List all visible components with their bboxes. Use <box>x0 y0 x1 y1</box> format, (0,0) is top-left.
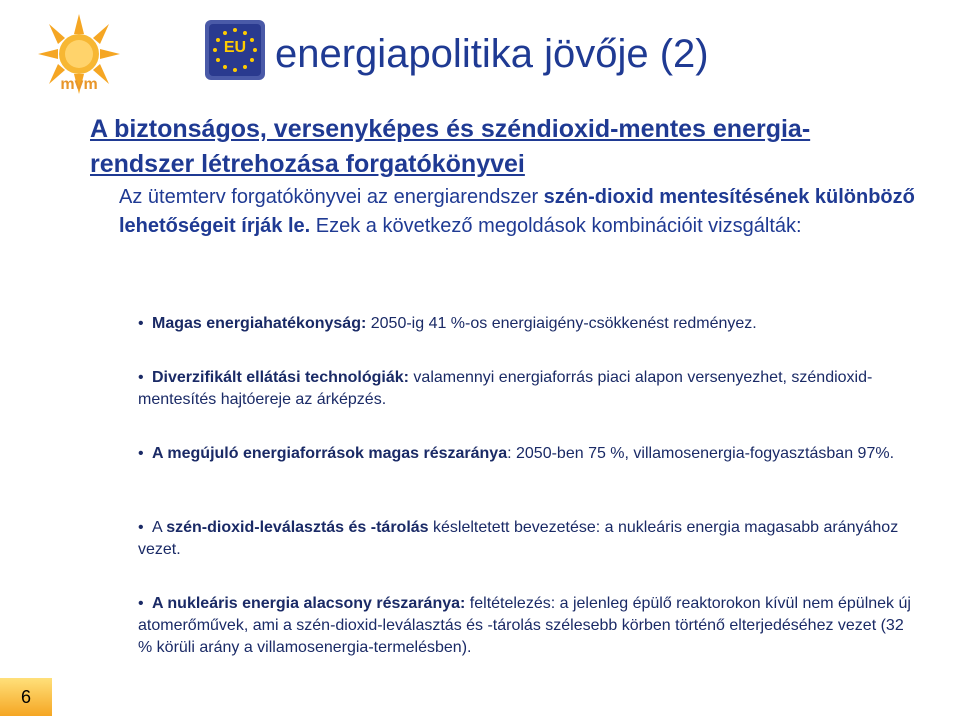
mvm-logo-text: mvm <box>60 76 98 93</box>
bullet-dot-icon: • <box>138 315 144 332</box>
section-heading: A biztonságos, versenyképes és széndioxid-mentes energia-rendszer létrehozása forgatókönyvei <box>90 115 811 178</box>
bullet-bold: A megújuló energiaforrások magas részaránya <box>152 445 508 462</box>
bullet-bold: Magas energiahatékonyság: <box>152 315 367 332</box>
bullet-item <box>138 313 918 335</box>
bullet-item <box>138 593 918 659</box>
mvm-logo <box>36 12 122 104</box>
page-number: 6 <box>0 678 52 716</box>
bullet-text: 2050-ig 41 %-os energiaigény-csökkenést redményez. <box>366 315 757 332</box>
bullet-bold: szén-dioxid-leválasztás és -tárolás <box>166 519 429 536</box>
intro-part1: Az ütemterv forgatókönyvei az energiarendszer <box>119 186 544 208</box>
bullet-item <box>138 367 918 411</box>
bullet-item <box>138 443 918 465</box>
bullet-dot-icon: • <box>138 595 144 612</box>
bullet-text: késleltetett bevezetése: a nukleáris energia magasabb arányához vezet. <box>138 519 899 558</box>
bullet-pre: A <box>152 519 167 536</box>
eu-badge <box>205 20 265 80</box>
bullet-dot-icon: • <box>138 445 144 462</box>
intro-bold: szén-dioxid mentesítésének különböző lehetőségeit írják le. <box>119 186 915 237</box>
intro-paragraph <box>119 183 919 241</box>
page-title: energiapolitika jövője (2) <box>275 32 709 76</box>
intro-part2: Ezek a következő megoldások kombinációit vizsgálták: <box>310 215 802 237</box>
bullet-bold: A nukleáris energia alacsony részaránya: <box>152 595 466 612</box>
bullet-bold: Diverzifikált ellátási technológiák: <box>152 369 409 386</box>
bullet-text: : 2050-ben 75 %, villamosenergia-fogyasztásban 97%. <box>507 445 895 462</box>
eu-badge-text: EU <box>223 39 247 56</box>
bullet-text: valamennyi energiaforrás piaci alapon versenyezhet, széndioxid-mentesítés hajtóereje az árképzés. <box>138 369 873 408</box>
bullet-dot-icon: • <box>138 519 144 536</box>
bullet-item <box>138 517 918 561</box>
bullet-dot-icon: • <box>138 369 144 386</box>
bullet-text: feltételezés: a jelenleg épülő reaktorokon kívül nem épülnek új atomerőművek, ami a szén-dioxid-leválasztás és -tárolás szélesebb körben történő elterjedéséhez vezet (32 % körüli arány a villamosenergia-termelésben). <box>138 595 911 656</box>
